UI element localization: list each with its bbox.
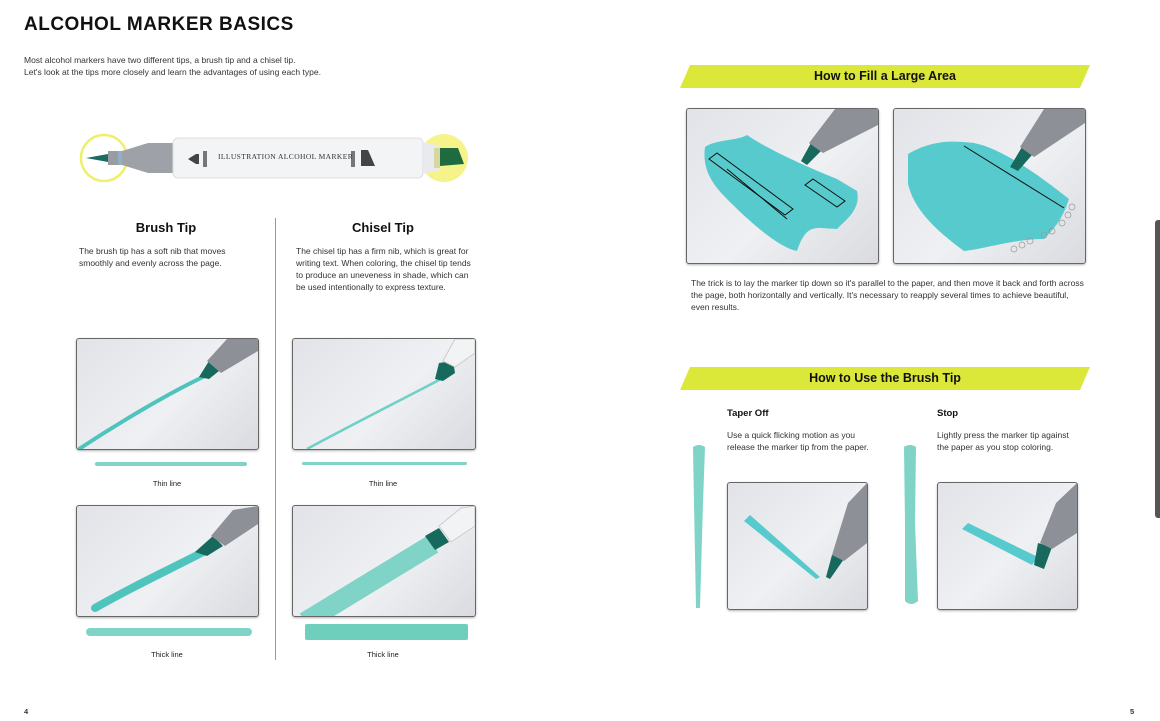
- scrollbar[interactable]: [1155, 220, 1160, 518]
- brush-thin-swatch: [95, 462, 247, 466]
- intro-line-2: Let's look at the tips more closely and learn the advantages of using each type.: [24, 67, 321, 77]
- taper-off-text: Use a quick flicking motion as you release the marker tip from the paper.: [727, 430, 869, 452]
- page-number-left: 4: [24, 707, 29, 716]
- brush-thick-swatch: [86, 628, 252, 636]
- marker-label: ILLUSTRATION ALCOHOL MARKER: [218, 152, 354, 161]
- taper-off-heading: Taper Off: [727, 408, 769, 419]
- fill-area-banner: [680, 65, 1090, 88]
- column-divider: [275, 218, 276, 660]
- chisel-thick-swatch: [305, 624, 468, 640]
- fill-area-photo-1: [686, 108, 879, 264]
- chisel-thin-swatch: [302, 462, 467, 465]
- brush-tip-banner-label: How to Use the Brush Tip: [809, 371, 961, 385]
- intro-line-1: Most alcohol markers have two different tips, a brush tip and a chisel tip.: [24, 55, 296, 65]
- chisel-tip-text: The chisel tip has a firm nib, which is great for writing text. When coloring, the chisel tip tends to produce an uneveness in shade, which can be used intentionally to express texture.: [296, 246, 471, 292]
- fill-area-banner-label: How to Fill a Large Area: [814, 69, 956, 83]
- chisel-thick-line-photo: [292, 505, 476, 617]
- brush-thick-line-photo: [76, 505, 259, 617]
- chisel-thin-caption: Thin line: [368, 479, 398, 488]
- fill-area-text: The trick is to lay the marker tip down so it's parallel to the paper, and then move it back and forth across the page, both horizontally and vertically. It's necessary to reapply several times to achieve beautiful, even results.: [691, 278, 1084, 312]
- marker-illustration: [78, 130, 473, 186]
- stop-photo: [937, 482, 1078, 610]
- fill-area-photo-2: [893, 108, 1086, 264]
- page-title: ALCOHOL MARKER BASICS: [24, 14, 294, 35]
- taper-off-swatch: [691, 443, 707, 616]
- brush-thin-caption: Thin line: [152, 479, 182, 488]
- chisel-tip-heading: Chisel Tip: [352, 220, 414, 235]
- brush-thick-caption: Thick line: [151, 650, 183, 659]
- brush-tip-text: The brush tip has a soft nib that moves smoothly and evenly across the page.: [79, 246, 226, 268]
- stop-heading: Stop: [937, 408, 959, 419]
- page-number-right: 5: [1130, 707, 1135, 716]
- intro-text: [24, 54, 404, 78]
- brush-tip-heading: Brush Tip: [135, 220, 197, 235]
- brush-tip-banner: [680, 367, 1090, 390]
- stop-text: Lightly press the marker tip against the paper as you stop coloring.: [937, 430, 1069, 452]
- chisel-thin-line-photo: [292, 338, 476, 450]
- stop-swatch: [901, 443, 919, 612]
- taper-off-photo: [727, 482, 868, 610]
- chisel-thick-caption: Thick line: [367, 650, 399, 659]
- brush-thin-line-photo: [76, 338, 259, 450]
